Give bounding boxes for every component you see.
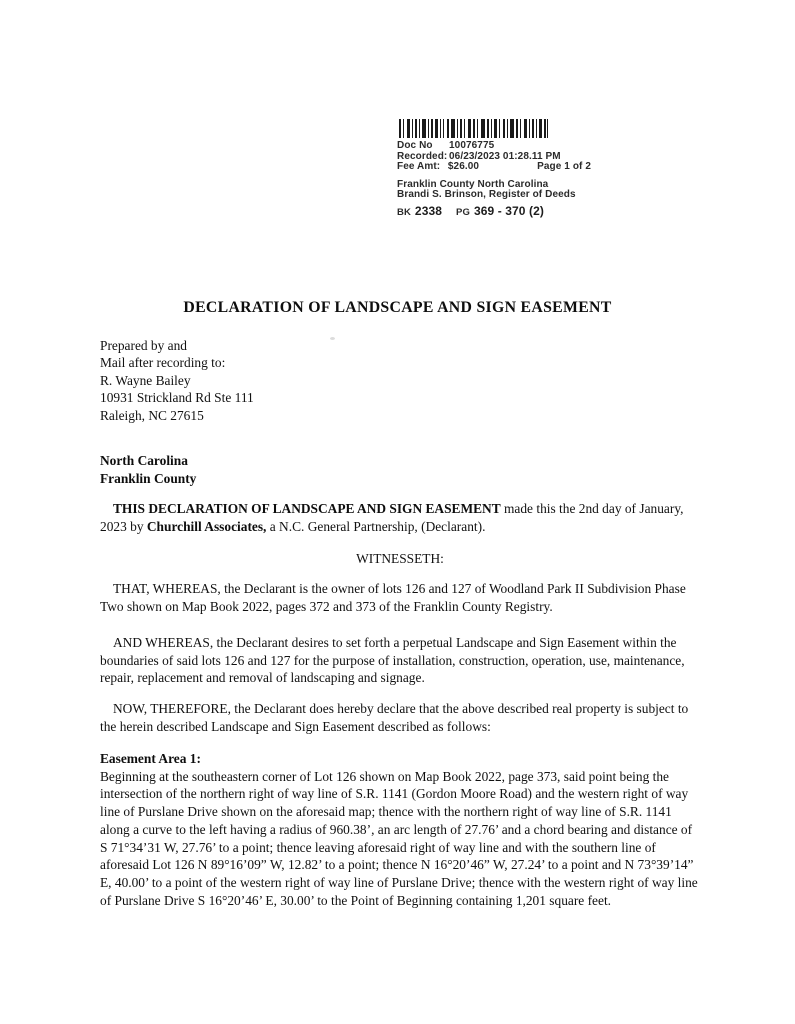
fee-row xyxy=(397,162,593,173)
witnesseth-heading: WITNESSETH: xyxy=(356,551,444,566)
book-label: BK xyxy=(397,206,411,218)
registry-block xyxy=(397,180,593,201)
fee-value: $26.00 xyxy=(447,161,480,173)
page-label: PG xyxy=(456,206,470,218)
recorded-label: Recorded: xyxy=(397,150,448,162)
address-line: R. Wayne Bailey xyxy=(100,372,191,388)
book-number: 2338 xyxy=(414,203,443,218)
county-line: Franklin County xyxy=(100,470,197,486)
page-numbers: 369 - 370 (2) xyxy=(473,203,544,218)
document-title: DECLARATION OF LANDSCAPE AND SIGN EASEMENT xyxy=(183,299,612,316)
fee-label: Fee Amt: xyxy=(397,161,441,173)
easement-area-heading: Easement Area 1: xyxy=(100,751,201,766)
address-line: Prepared by and xyxy=(100,338,188,353)
intro-paragraph: THIS DECLARATION OF LANDSCAPE AND SIGN EASEMENT made this the 2nd day of January, 2023 by Churchill Associates, a N.C. General Partnership, (Declarant). xyxy=(100,501,684,534)
whereas-paragraph-2: AND WHEREAS, the Declarant desires to set forth a perpetual Landscape and Sign Easement within the boundaries of said lots 126 and 127 for the purpose of installation, construction, operation, use, maintenance, repair, replacement and removal of landscaping and signage. xyxy=(100,635,685,686)
book-page-row xyxy=(397,203,593,219)
register-of-deeds: Brandi S. Brinson, Register of Deeds xyxy=(397,189,576,201)
now-therefore-paragraph: NOW, THEREFORE, the Declarant does hereby declare that the above described real property is subject to the herein described Landscape and Sign Easement described as follows: xyxy=(100,701,689,734)
address-line: Raleigh, NC 27615 xyxy=(100,407,204,423)
registry-county: Franklin County North Carolina xyxy=(397,178,549,190)
barcode-icon xyxy=(399,119,549,138)
doc-no-row xyxy=(397,141,593,152)
address-line: Mail after recording to: xyxy=(100,355,226,371)
easement-section xyxy=(100,750,700,909)
doc-no-label: Doc No xyxy=(397,140,433,151)
whereas-paragraph-1: THAT, WHEREAS, the Declarant is the owner of lots 126 and 127 of Woodland Park II Subdivision Phase Two shown on Map Book 2022, pages 372 and 373 of the Franklin County Registry. xyxy=(100,581,686,614)
address-line: 10931 Strickland Rd Ste 111 xyxy=(100,390,254,406)
mailing-address-block xyxy=(100,337,700,424)
state-county-block xyxy=(100,452,700,487)
easement-description: Beginning at the southeastern corner of Lot 126 shown on Map Book 2022, page 373, said point being the intersection of the northern right of way line of S.R. 1141 (Gordon Moore Road) and the western right of way line of Purslane Drive shown on the aforesaid map; thence with the northern right of way line of S.R. 1141 along a curve to the left having a radius of 960.38’, an arc length of 27.76’ and a chord bearing and distance of S 71°34’31 W, 27.76’ to a point; thence leaving aforesaid right of way line and with the southern line of aforesaid Lot 126 N 89°16’09” W, 12.82’ to a point; thence N 16°20’46” W, 27.24’ to a point and N 73°39’14” E, 40.00’ to a point of the western right of way line of Purslane Drive; thence with the western right of way line of Purslane Drive S 16°20’46’ E, 30.00’ to the Point of Beginning containing 1,201 square feet. xyxy=(100,768,698,908)
recording-stamp xyxy=(397,119,593,219)
state-line: North Carolina xyxy=(100,453,188,468)
doc-no-value: 10076775 xyxy=(449,140,495,151)
recorded-value: 06/23/2023 01:28.11 PM xyxy=(449,150,561,162)
page-count: Page 1 of 2 xyxy=(537,161,591,173)
